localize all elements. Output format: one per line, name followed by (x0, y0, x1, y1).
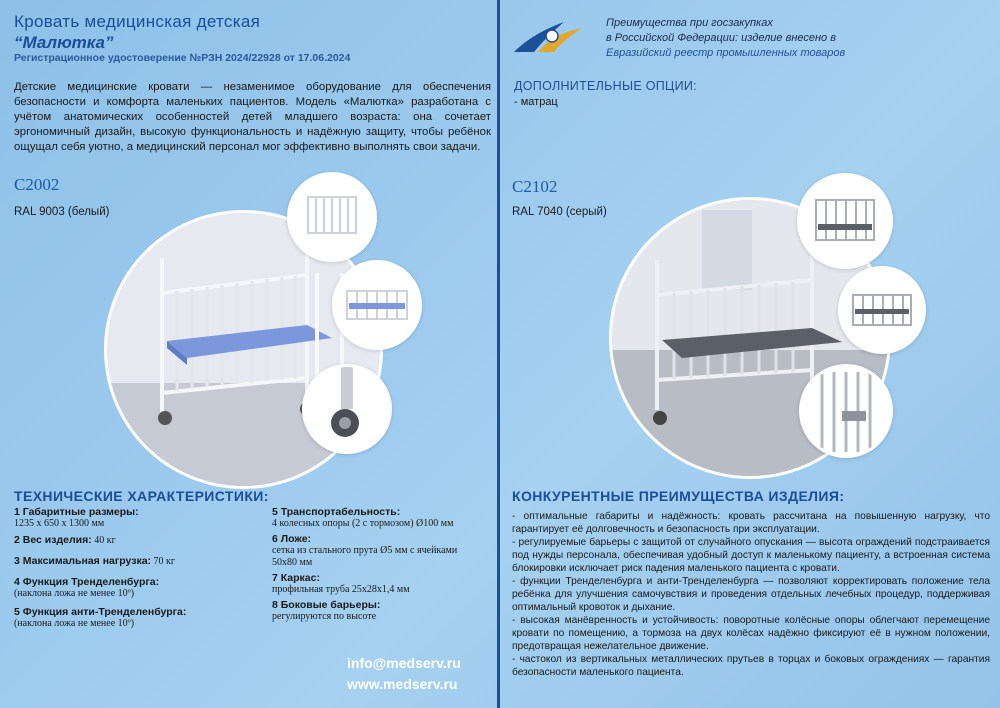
spec-label: 6 Ложе: (272, 533, 312, 545)
white-bed-wheel-photo (302, 364, 392, 454)
spec-value: (наклона ложа не менее 10º) (14, 618, 135, 629)
spec-item (272, 599, 472, 623)
advantage-item: - частокол из вертикальных металлических прутьев в торцах и боковых ограждениях — гарантия безопасности маленького пациента. (512, 654, 990, 678)
ral-white: RAL 9003 (белый) (14, 206, 110, 218)
spec-item (14, 606, 264, 630)
model-code-grey: С2102 (512, 177, 558, 196)
spec-value: 4 колесных опоры (2 с тормозом) Ø100 мм (272, 518, 454, 529)
intro-paragraph: Детские медицинские кровати — незаменимое оборудование для обеспечения безопасности и комфорта маленьких пациентов. Модель «Малютка» разработана с учётом анатомических особенностей детей младшего возраста: она сочетает эргономичный дизайн, высокую функциональность и надёжную защиту, чтобы ребёнок ощущал себя уютно, а медицинский персонал мог эффективно выполнять свои задачи. (14, 81, 491, 153)
spec-value: 40 кг (94, 535, 116, 546)
advantages-title: КОНКУРЕНТНЫЕ ПРЕИМУЩЕСТВА ИЗДЕЛИЯ: (512, 488, 845, 504)
contact-website[interactable]: www.medserv.ru (347, 676, 458, 692)
spec-label: 5 Транспортабельность: (272, 506, 401, 518)
column-divider (497, 0, 500, 708)
spec-label: 5 Функция анти-Тренделенбурга: (14, 606, 187, 618)
registration-line: Регистрационное удостоверение №РЗН 2024/22928 от 17.06.2024 (14, 52, 351, 64)
spec-value: 1235 х 650 х 1300 мм (14, 518, 105, 529)
procurement-badge (606, 16, 896, 61)
spec-value: (наклона ложа не менее 10º) (14, 588, 135, 599)
spec-item (14, 576, 264, 600)
contact-email[interactable]: info@medserv.ru (347, 655, 461, 671)
specs-left (14, 506, 264, 630)
spec-label: 7 Каркас: (272, 572, 320, 584)
white-bed-side-photo (332, 260, 422, 350)
spec-item (272, 572, 472, 596)
grey-bed-angle-photo (797, 173, 893, 269)
eurasian-registry-logo (512, 18, 584, 56)
white-bed-angle-photo (287, 172, 377, 262)
badge-line: в Российской Федерации: изделие внесено в (606, 32, 836, 44)
advantages-list (512, 510, 990, 679)
grey-bed-rails-photo (799, 364, 893, 458)
product-title: Кровать медицинская детская (14, 12, 261, 31)
spec-item (14, 506, 264, 530)
spec-label: 8 Боковые барьеры: (272, 599, 381, 611)
spec-item (14, 534, 264, 547)
spec-item (14, 555, 264, 568)
advantage-item: - высокая манёвренность и устойчивость: поворотные колёсные опоры облегчают перемещение кровати по помещению, а тормоза на двух колёсах надёжно фиксируют её в нужном положении, предотвращая нежелательное движение. (512, 615, 990, 652)
spec-value: сетка из стального прута Ø5 мм с ячейками 50х80 мм (272, 545, 458, 568)
spec-label: 2 Вес изделия: (14, 534, 92, 546)
specs-title: ТЕХНИЧЕСКИЕ ХАРАКТЕРИСТИКИ: (14, 488, 269, 504)
ral-grey: RAL 7040 (серый) (512, 206, 607, 218)
spec-label: 4 Функция Тренделенбурга: (14, 576, 160, 588)
spec-value: регулируются по высоте (272, 611, 377, 622)
advantage-item: - регулируемые барьеры с защитой от случайного опускания — высота ограждений подстраивается под нужды персонала, обеспечивая удобный доступ к маленькому пациенту, а встроенная система блокировки исключает риск падения маленького пациента с кровати. (512, 537, 990, 574)
spec-item (272, 533, 472, 569)
spec-value: 70 кг (153, 556, 176, 567)
advantage-item: - функции Тренделенбурга и анти-Тренделенбурга — позволяют корректировать положение тела ребёнка для улучшения самочувствия и проведения отдельных лечебных процедур, поддерживая оптимальный кровоток и дыхание. (512, 576, 990, 613)
spec-label: 3 Максимальная нагрузка: (14, 555, 152, 567)
spec-item (272, 506, 472, 530)
grey-bed-side-photo (838, 266, 926, 354)
spec-value: профильная труба 25х28х1,4 мм (272, 584, 410, 595)
model-name: “Малютка” (14, 33, 114, 52)
badge-line: Преимущества при госзакупках (606, 17, 773, 29)
option-item: - матрац (514, 96, 558, 108)
model-code-white: С2002 (14, 175, 60, 194)
spec-label: 1 Габаритные размеры: (14, 506, 139, 518)
options-title: ДОПОЛНИТЕЛЬНЫЕ ОПЦИИ: (514, 79, 697, 93)
advantage-item: - оптимальные габариты и надёжность: кровать рассчитана на повышенную нагрузку, что гарантирует её долговечность и безопасность при эксплуатации. (512, 511, 990, 535)
badge-line: Евразийский реестр промышленных товаров (606, 47, 846, 59)
specs-right (272, 506, 472, 623)
